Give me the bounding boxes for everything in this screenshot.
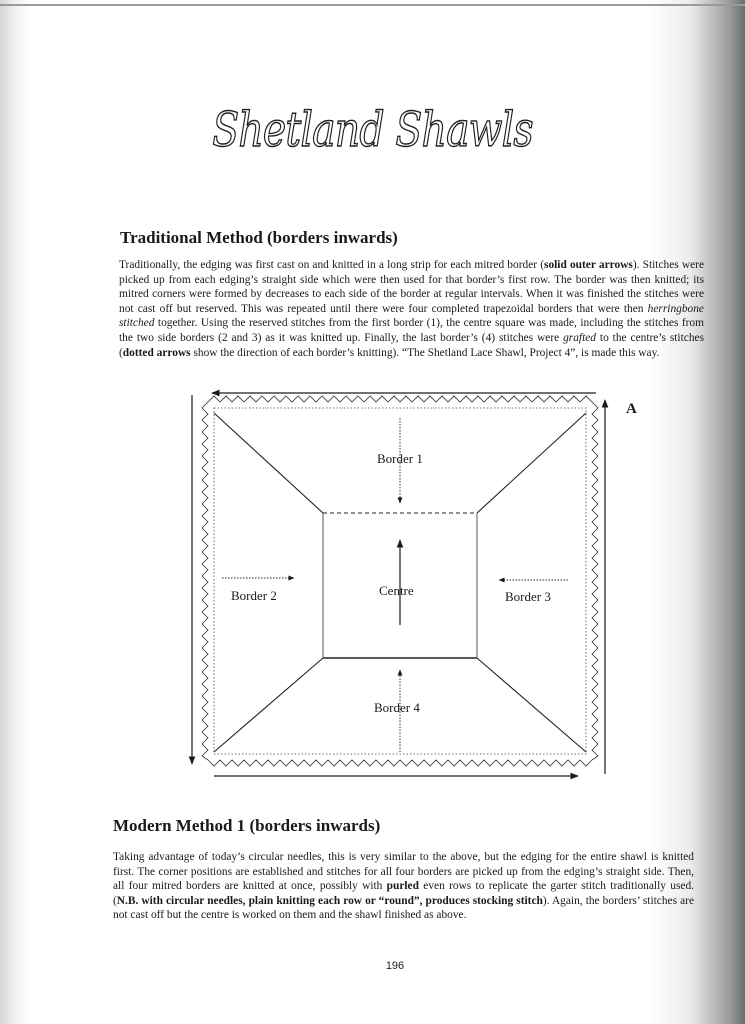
text-run: even rows to replicate the garter stitch traditionally used. (	[113, 880, 694, 907]
text-run: show the direction of each border’s knitting). “The Shetland Lace Shawl, Project 4”, is made this way.	[190, 346, 660, 359]
bold-run: N.B. with circular needles, plain knitting each row or “round”, produces stocking stitch	[116, 894, 543, 907]
page-number: 196	[385, 960, 405, 972]
section-heading-modern: Modern Method 1 (borders inwards)	[113, 816, 381, 835]
edging-zigzag-left	[202, 402, 208, 760]
text-run: ). Stitches were picked up from each edging’s straight side which were then used for that border’s first row. The border was then knitted; its mitred corners were formed by decreases to each side of the border at regular intervals. When it was finished the stitches were not cast off but reserved. This was repeated until there were four completed trapezoidal borders that were then	[119, 259, 705, 315]
paragraph-modern	[113, 850, 694, 923]
corner-label-a: A	[626, 401, 637, 417]
edging-zigzag-right	[592, 402, 598, 760]
section-heading-traditional: Traditional Method (borders inwards)	[120, 228, 398, 247]
edging-zigzag-top	[208, 396, 592, 402]
label-centre: Centre	[379, 583, 414, 598]
label-border-2: Border 2	[231, 588, 277, 603]
italic-run: grafted	[563, 331, 596, 344]
text-run: together. Using the reserved stitches from the first border (1), the centre square was made, including the stitches from the two side borders (2 and 3) as it was knitted up. Finally, the last border’s (4) stitches were	[119, 317, 704, 344]
italic-run: herringbone stitched	[119, 302, 704, 330]
bold-run: solid outer arrows	[544, 259, 633, 271]
mitre-top-right	[477, 413, 586, 513]
page-title: Shetland Shawls	[212, 102, 533, 158]
label-border-1: Border 1	[377, 451, 423, 466]
mitre-top-left	[214, 413, 323, 513]
text-run: to the centre’s stitches (	[119, 331, 705, 359]
label-border-3: Border 3	[505, 589, 551, 604]
bold-run: purled	[386, 880, 419, 893]
mitre-bottom-right	[477, 658, 586, 752]
text-run: Traditionally, the edging was first cast on and knitted in a long strip for each mitred border (	[119, 259, 545, 271]
edging-zigzag-bottom	[208, 760, 592, 766]
mitre-bottom-left	[214, 658, 323, 752]
bold-run: dotted arrows	[122, 346, 191, 359]
text-run: Taking advantage of today’s circular needles, this is very similar to the above, but the edging for the entire shawl is knitted first. The corner positions are established and stitches for all four borders are picked up from the edging’s straight side. Then, all four mitred borders are knitted at once, possibly with	[113, 851, 694, 893]
label-border-4: Border 4	[374, 700, 420, 715]
text-run: ). Again, the borders’ stitches are not cast off but the centre is worked on them and the shawl finished as above.	[113, 894, 694, 922]
